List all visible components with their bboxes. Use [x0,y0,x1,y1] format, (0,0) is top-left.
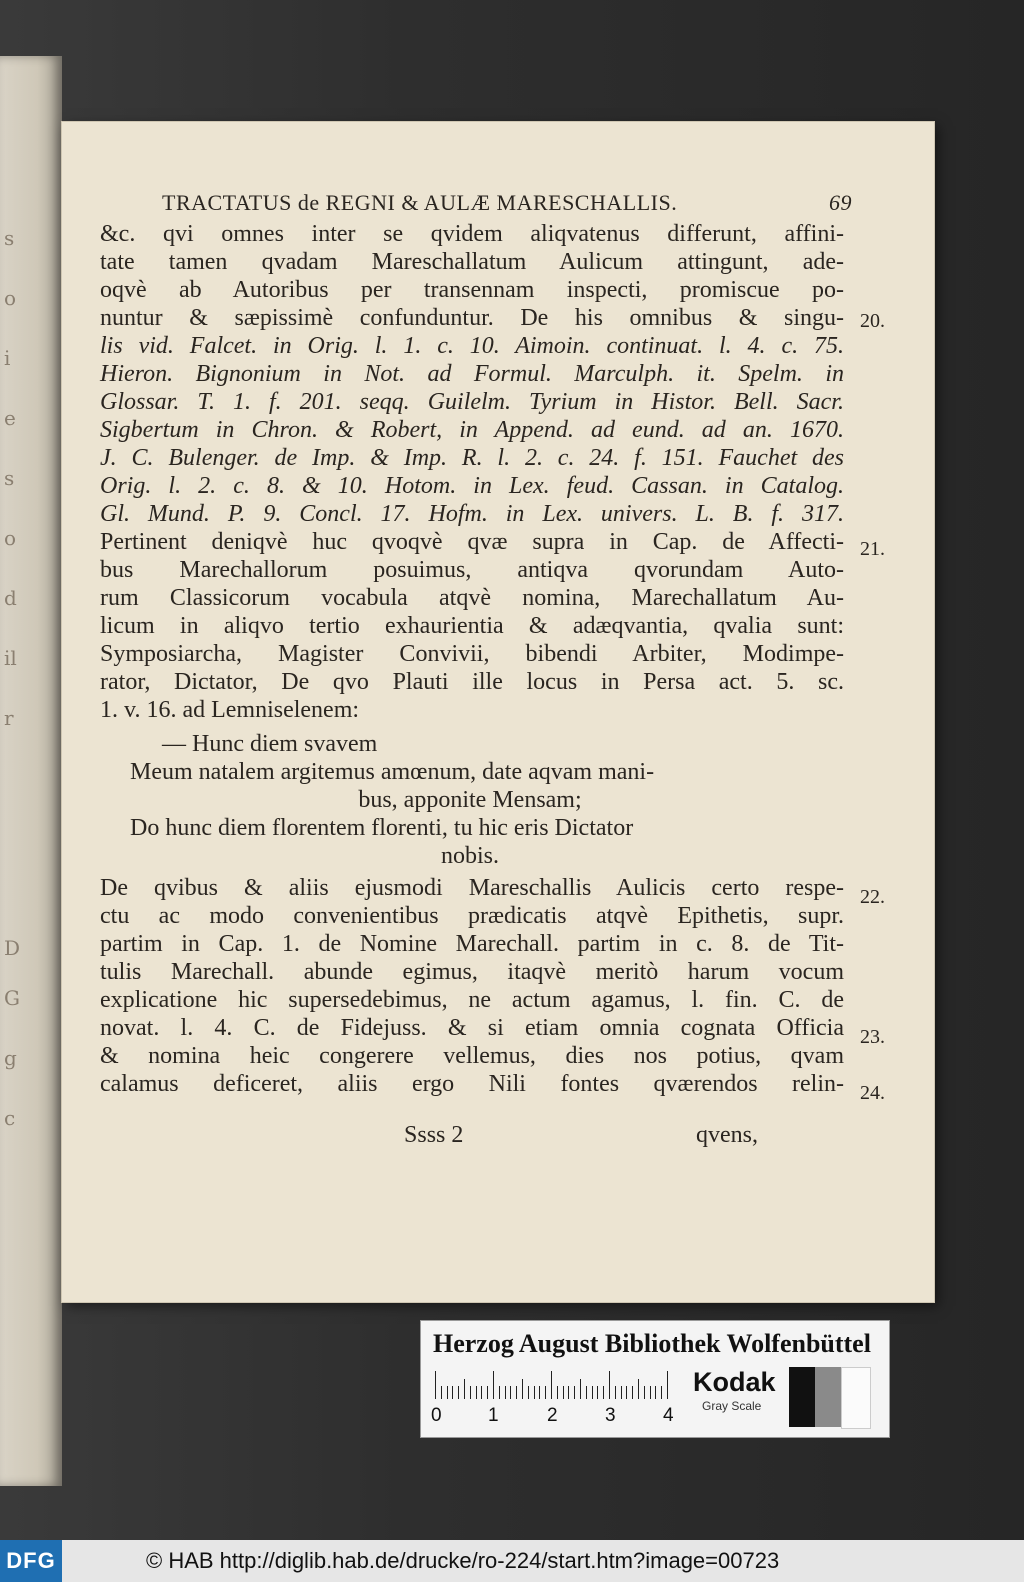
ruler-tick [551,1371,552,1399]
text-line: explicatione hic supersedebimus, ne actum agamus, l. fin. C. de [100,987,844,1013]
ruler-tick [464,1379,465,1399]
edge-glyph: i [4,346,11,370]
ruler-scale [435,1371,675,1399]
swatch-white [841,1367,871,1429]
text-line: Hieron. Bignonium in Not. ad Formul. Marculph. it. Spelm. in [100,361,844,387]
ruler-tick [650,1386,651,1399]
text-line: rum Classicorum vocabula atqvè nomina, Marechallatum Au- [100,585,844,611]
ruler-tick [545,1386,546,1399]
ruler-tick [557,1386,558,1399]
ruler-tick [615,1386,616,1399]
margin-number: 21. [860,538,885,560]
text-line: licum in aliqvo tertio exhaurientia & adæqvantia, qvalia sunt: [100,613,844,639]
ruler-number: 0 [431,1405,442,1426]
text-line: partim in Cap. 1. de Nomine Marechall. partim in c. 8. de Tit- [100,931,844,957]
verse-quotation [130,730,810,870]
ruler-number: 3 [605,1405,616,1426]
edge-glyph: c [4,1106,16,1130]
text-line: Gl. Mund. P. 9. Concl. 17. Hofm. in Lex. univers. L. B. f. 317. [100,501,844,527]
ruler-tick [609,1371,610,1399]
text-line: novat. l. 4. C. de Fidejuss. & si etiam omnia cognata Officia [100,1015,844,1041]
edge-glyph: s [4,226,15,250]
ruler-tick [476,1386,477,1399]
ruler-tick [655,1386,656,1399]
ruler-tick [470,1386,471,1399]
ruler-tick [638,1379,639,1399]
ruler-tick [435,1371,436,1399]
verse-line: nobis. [440,843,499,869]
ruler-tick [568,1386,569,1399]
text-line: tate tamen qvadam Mareschallatum Aulicum attingunt, ade- [100,249,844,275]
edge-glyph: r [4,706,14,730]
ruler-tick [574,1386,575,1399]
text-line: oqvè ab Autoribus per transennam inspecti, promiscue po- [100,277,844,303]
verse-line: — Hunc diem svavem [162,731,378,757]
ruler-tick [528,1386,529,1399]
ruler-tick [592,1386,593,1399]
gray-scale-label: Gray Scale [702,1399,762,1413]
color-reference-card [420,1320,890,1438]
text-line: Orig. l. 2. c. 8. & 10. Hotom. in Lex. feud. Cassan. in Catalog. [100,473,844,499]
text-line: De qvibus & aliis ejusmodi Mareschallis Aulicis certo respe- [100,875,844,901]
edge-glyph: e [4,406,16,430]
ruler-tick [481,1386,482,1399]
text-line: calamus deficeret, aliis ergo Nili fontes qværendos relin- [100,1071,844,1097]
book-page [62,122,934,1302]
text-line: J. C. Bulenger. de Imp. & Imp. R. l. 2. c. 24. f. 151. Fauchet des [100,445,844,471]
catchword: qvens, [696,1122,758,1148]
ruler-tick [447,1386,448,1399]
edge-glyph: G [4,986,20,1010]
ruler-number: 1 [488,1405,499,1426]
text-line: ctu ac modo convenientibus prædicatis atqvè Epithetis, supr. [100,903,844,929]
ruler-tick [539,1386,540,1399]
facing-page-edge [0,56,62,1486]
ruler-tick [586,1386,587,1399]
ruler-tick [493,1371,494,1399]
ruler-tick [580,1379,581,1399]
text-line: 1. v. 16. ad Lemniselenem: [100,697,360,723]
edge-glyph: s [4,466,15,490]
ruler-number: 2 [547,1405,558,1426]
ruler-tick [644,1386,645,1399]
paragraph-block-1 [100,220,844,724]
text-line: Glossar. T. 1. f. 201. seqq. Guilelm. Tyrium in Histor. Bell. Sacr. [100,389,844,415]
verse-line: Meum natalem argitemus amœnum, date aqvam mani- [130,759,655,785]
margin-number: 20. [860,310,885,332]
running-head [162,190,852,216]
swatch-gray [815,1367,841,1427]
ruler-tick [441,1386,442,1399]
verse-line: Do hunc diem florentem florenti, tu hic eris Dictator [130,815,634,841]
ruler-tick [505,1386,506,1399]
ruler-tick [563,1386,564,1399]
ruler-tick [621,1386,622,1399]
signature-mark: Ssss 2 [404,1122,464,1148]
ruler-tick [603,1386,604,1399]
ruler-tick [487,1386,488,1399]
institution-name: Herzog August Bibliothek Wolfenbüttel [433,1329,871,1358]
edge-glyph: o [4,286,17,310]
text-line: &c. qvi omnes inter se qvidem aliqvatenus differunt, affini- [100,221,844,247]
ruler-numbers [431,1405,691,1429]
margin-number: 23. [860,1026,885,1048]
ruler-tick [597,1386,598,1399]
edge-glyph: o [4,526,17,550]
kodak-logo: Kodak [693,1367,776,1397]
text-line: rator, Dictator, De qvo Plauti ille locus in Persa act. 5. sc. [100,669,844,695]
ruler-number: 4 [663,1405,674,1426]
ruler-tick [458,1386,459,1399]
verse-line: bus, apponite Mensam; [358,787,582,813]
ruler-tick [516,1386,517,1399]
ruler-tick [626,1386,627,1399]
text-line: tulis Marechall. abunde egimus, itaqvè meritò harum vocum [100,959,844,985]
text-line: bus Marechallorum posuimus, antiqva qvorundam Auto- [100,557,844,583]
running-head-title: TRACTATUS de REGNI & AULÆ MARESCHALLIS. [162,190,678,215]
ruler-tick [522,1379,523,1399]
ruler-tick [452,1386,453,1399]
ruler-tick [667,1371,668,1399]
ruler-tick [661,1386,662,1399]
text-line: Symposiarcha, Magister Convivii, bibendi Arbiter, Modimpe- [100,641,844,667]
ruler-tick [510,1386,511,1399]
ruler-tick [499,1386,500,1399]
dfg-logo: DFG [0,1540,62,1582]
edge-glyph: d [4,586,17,610]
ruler-tick [632,1386,633,1399]
page-number: 69 [829,190,852,215]
swatch-black [789,1367,815,1427]
edge-glyph: il [4,646,17,670]
edge-glyph: D [4,936,21,960]
margin-number: 24. [860,1082,885,1104]
text-line: & nomina heic congerere vellemus, dies nos potius, qvam [100,1043,844,1069]
text-line: nuntur & sæpissimè confunduntur. De his omnibus & singu- [100,305,844,331]
footer-bar [0,1540,1024,1582]
margin-number: 22. [860,886,885,908]
ruler-tick [534,1386,535,1399]
text-line: Sigbertum in Chron. & Robert, in Append. ad eund. ad an. 1670. [100,417,844,443]
paragraph-block-2 [100,874,844,1098]
edge-glyph: g [4,1046,17,1070]
text-line: lis vid. Falcet. in Orig. l. 1. c. 10. Aimoin. continuat. l. 4. c. 75. [100,333,844,359]
text-line: Pertinent deniqvè huc qvoqvè qvæ supra in Cap. de Affecti- [100,529,844,555]
copyright-link[interactable]: © HAB http://diglib.hab.de/drucke/ro-224/start.htm?image=00723 [146,1548,780,1573]
